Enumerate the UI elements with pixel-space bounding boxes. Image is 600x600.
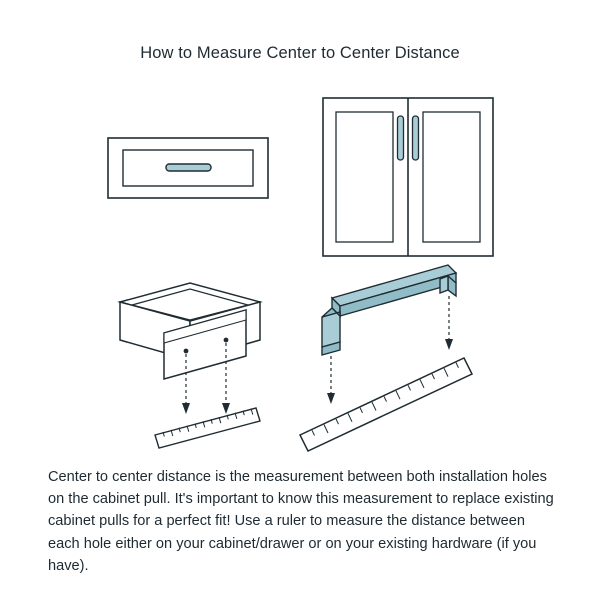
panel-drawer-front-flat (108, 138, 268, 198)
panel-handle-3d-with-ruler (300, 265, 472, 451)
arrow-head (222, 403, 230, 414)
drawer-box (120, 283, 260, 379)
panel-drawer-3d-with-ruler (120, 283, 260, 448)
hole-marker-icon-right (224, 338, 229, 343)
diagram-svg (60, 80, 540, 460)
panel-double-cabinet-doors (323, 98, 493, 256)
measure-arrow-icon-handle-right (445, 296, 453, 350)
arrow-head (182, 403, 190, 414)
measure-arrow-icon-handle-left (327, 356, 335, 404)
diagram-figure (60, 80, 540, 460)
ruler-icon-drawer (155, 408, 260, 448)
cabinet-door-left-panel (336, 112, 393, 242)
pull-post-right-face (440, 276, 448, 293)
hole-marker-icon-left (184, 349, 189, 354)
page-title: How to Measure Center to Center Distance (140, 44, 460, 62)
ruler-icon-handle (300, 358, 472, 451)
bar-pull-icon-right-door (413, 116, 419, 160)
cabinet-door-right-panel (423, 112, 480, 242)
bar-pull-icon (166, 164, 211, 171)
arrow-head (327, 393, 335, 404)
caption-text: Center to center distance is the measurement between both installation holes on the cabinet pull. It's important to know this measurement to replace existing cabinet pulls for a perfect fit! Use a ruler to measure the distance between each hole either on your cabinet/drawer or on your existing hardware (if you have). (48, 469, 554, 574)
bar-pull-icon-left-door (398, 116, 404, 160)
cabinet-pull-3d (322, 265, 456, 355)
arrow-head (445, 339, 453, 350)
pull-post-left (322, 312, 340, 347)
